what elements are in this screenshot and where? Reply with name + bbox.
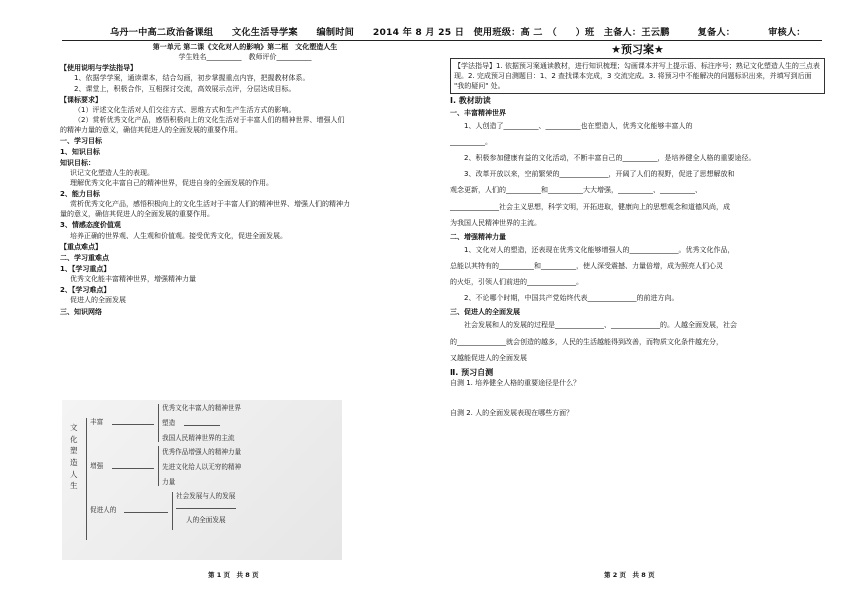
p3-1b: 的______________就会创造的越多，人民的生活越能得到改善，而物质文化条件越充分， [450,337,723,346]
header-rule [62,40,822,41]
section-1-1b: 识记文化塑造人生的表现。 [70,168,154,177]
footer-page-1: 第 1 页 共 8 页 [208,571,259,579]
section-2-2a: 促进人的全面发展 [70,296,126,305]
p2-1b: 总能以其特有的__________和__________，使人深受震撼、力量倍增，成为照亮人们心灵 [450,261,723,270]
net-b3-bracket [172,492,173,530]
p1-title: 一、丰富精神世界 [450,108,506,117]
p1-2: 2、积极参加健康有益的文化活动，不断丰富自己的__________，是培养健全人格的重要途径。 [464,154,756,163]
left-column [60,42,430,317]
p3-1a: 社会发展和人的发展的过程是______________、______________的。人越全面发展，社会 [464,321,737,330]
p3-1c: 又越能促进人的全面发展 [450,353,527,362]
standard-2a: （2）赏析优秀文化产品，感悟积极向上的文化生活对于丰富人们的精神世界、增强人们 [74,115,345,124]
guide-box: 【学法指导】1. 依据预习案通读教材，进行知识梳理；勾画课本并写上提示语、标注序号；熟记文化塑造人生的三点表现。2. 完成预习自测题目：1、2 查找课本完成，3 交流完成。3. 将预习中不能解决的问题标识出来，并填写到后面 "我的疑问" 处。 [450,58,825,94]
lesson-title: 第一单元 第二课《文化对人的影响》第二框 文化塑造人生 [152,43,338,51]
usage-2: 2、课堂上，积极合作，互相探讨交流，高效展示点评，分层达成目标。 [74,84,296,93]
part-1-title: Ⅰ. 教材助读 [450,96,491,106]
p3-title: 三、促进人的全面发展 [450,308,520,317]
p1-3a: 3、改革开放以来，空前繁荣的______________，开阔了人们的视野，促进了思想解放和 [464,170,735,179]
net-b3: 促进人的 [90,506,117,514]
section-1-2a: 赏析优秀文化产品，感悟积极向上的文化生活对于丰富人们的精神世界、增强人们的精神力 [70,200,350,209]
p1-3d: 为我国人民精神世界的主流。 [450,218,541,227]
section-1-1a: 知识目标： [60,158,95,167]
section-2-2: 2、【学习难点】 [60,286,111,295]
section-1-1c: 理解优秀文化丰富自己的精神世界，促进自身的全面发展的作用。 [70,178,273,187]
net-b3-blank [176,508,236,509]
p1-1a: 1、人创造了__________、__________也在塑造人，优秀文化能够丰富人的 [464,122,693,131]
knowledge-network [62,400,342,560]
standard-title: 【课标要求】 [60,95,102,104]
net-b1c: 我国人民精神世界的主流 [162,434,235,442]
section-2: 二、学习重难点 [60,253,109,262]
net-b1-line [112,424,154,425]
p2-title: 二、增强精神力量 [450,232,506,241]
p2-1a: 1、文化对人的塑造，还表现在优秀文化能够增强人的______________。优秀文化作品， [464,245,735,254]
section-1-3a: 培养正确的世界观、人生观和价值观。接受优秀文化，促进全面发展。 [70,231,287,240]
standard-1: （1）评述文化生活对人们交往方式、思维方式和生产生活方式的影响。 [74,105,296,114]
net-b1a: 优秀文化丰富人的精神世界 [162,404,242,412]
net-b1b: 塑造 [162,419,176,427]
preview-title: ★预习案★ [611,43,664,56]
self-test-1-space [450,388,825,408]
net-b3a: 社会发展与人的发展 [176,492,236,500]
section-1-3: 3、情感态度价值观 [60,221,121,230]
p1-1b: __________。 [450,138,492,147]
section-1-2: 2、能力目标 [60,189,100,198]
net-b2: 增强 [90,462,104,470]
net-b1-bracket [158,404,159,442]
key-title: 【重点难点】 [60,242,102,251]
net-b2b: 先进文化给人以无穷的精神 [162,463,242,471]
section-2-1: 1、【学习重点】 [60,264,111,273]
self-test-1: 自测 1. 培养健全人格的重要途径是什么？ [450,379,581,388]
net-b3-line [124,512,168,513]
section-2-1a: 优秀文化能丰富精神世界，增强精神力量 [70,275,196,284]
usage-title: 【使用说明与学法指导】 [60,64,137,73]
p1-3b: 观念更新，人们的__________和__________大大增强，__________、__________、 [450,186,702,195]
net-b2c: 力量 [162,478,176,486]
section-3: 三、知识网络 [60,307,102,316]
net-b2a: 优秀作品增强人的精神力量 [162,448,242,456]
net-root: 文化塑造人生 [70,423,78,491]
self-test-2: 自测 2. 人的全面发展表现在哪些方面？ [450,409,574,418]
page-header: 乌丹一中高二政治备课组 文化生活导学案 编制时间 2014 年 8 月 25 日 使用班级：高 二 （ ）班 主备人：王云鹏 复备人： 审核人： [110,27,806,38]
net-b1: 丰富 [90,418,104,426]
net-b1b-line [184,425,220,426]
right-column [450,42,825,419]
net-b2-bracket [158,446,159,486]
standard-2b: 的精神力量的意义，确信其促进人的全面发展的重要作用。 [60,126,242,135]
section-1: 一、学习目标 [60,137,102,146]
net-b2-line [112,468,154,469]
net-b3b: 人的全面发展 [186,516,226,524]
student-line: 学生姓名__________ 教师评价__________ [178,53,312,62]
section-1-2b: 量的意义，确信其促进人的全面发展的重要作用。 [60,210,214,219]
net-trunk [86,418,87,540]
p2-2: 2、不论哪个时期，中国共产党始终代表______________的前进方向。 [464,294,679,303]
p1-3c: ______________社会主义思想，科学文明，开拓进取，健康向上的思想观念和道德风尚，成 [450,202,730,211]
p2-1c: 的火炬，引领人们前进的______________。 [450,278,583,287]
section-1-1: 1、知识目标 [60,148,100,157]
usage-1: 1、依据学学案，通读课本，结合勾画，初步掌握重点内容，把握教材体系。 [74,74,310,83]
footer-page-2: 第 2 页 共 8 页 [604,571,655,579]
part-2-title: Ⅱ. 预习自测 [450,367,494,377]
